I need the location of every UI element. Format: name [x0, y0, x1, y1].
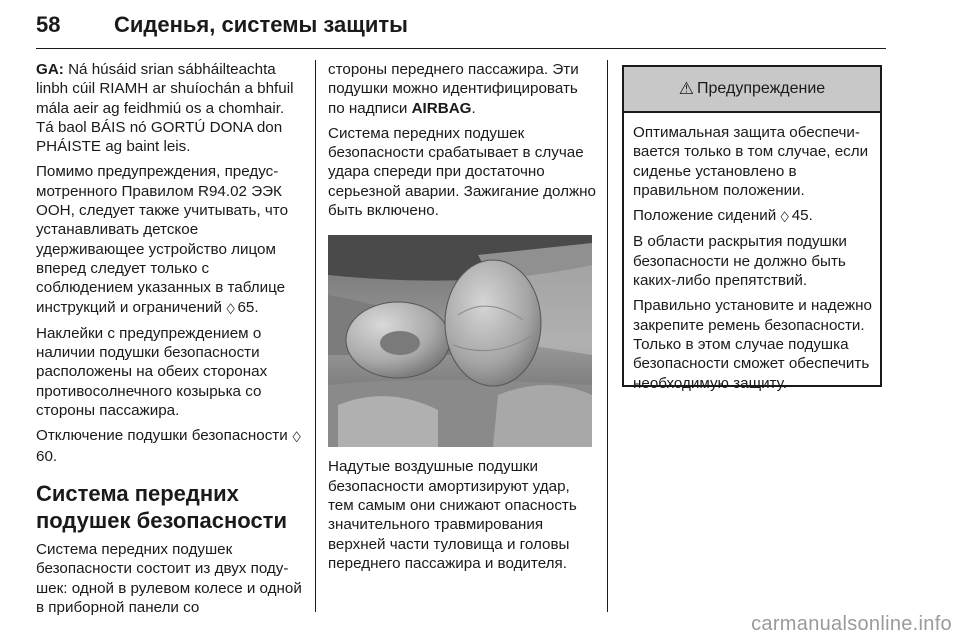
- paragraph-text: стороны переднего пассажира. Эти подушки можно идентифицировать по надписи: [328, 61, 579, 117]
- page-header: [36, 8, 886, 49]
- warning-body: [624, 113, 880, 393]
- page-reference[interactable]: 65.: [237, 298, 259, 316]
- paragraph-text: .: [471, 99, 476, 117]
- page-title: Сиденья, системы защиты: [114, 12, 408, 37]
- page-reference-icon: ◇: [780, 207, 790, 225]
- paragraph-deactivation: [36, 426, 304, 466]
- paragraph-stickers: Наклейки с предупреждением о наличии подушки безопасности расположены на обеих сторонах противосолнечного козырька со стороны пассажира.: [36, 324, 268, 420]
- text-column-middle: [328, 60, 596, 579]
- airbag-illustration: [328, 235, 592, 447]
- paragraph-irish: [36, 60, 304, 156]
- warning-header: [624, 67, 880, 113]
- figure-caption: Надутые воздушные подушки безопасности амортизируют удар, тем самым они снижают опасность значительного травмирования верхней части туловища и головы переднего пассажира и водителя.: [328, 458, 577, 572]
- page-reference-icon: ◇: [226, 299, 235, 316]
- warning-paragraph: Оптимальная защита обеспечивается только в том случае, если сиденье установлено в правильном положении.: [633, 124, 869, 199]
- section-heading: Система передних подушек безопасности: [36, 480, 287, 533]
- warning-paragraph: Правильно установите и надежно закрепите ремень безопасности. Только в этом случае подушка безопасности сможет обеспечить необходимую защиту.: [633, 297, 872, 392]
- column-divider: [607, 60, 608, 612]
- paragraph-trigger: Система передних подушек безопасности срабатывает в случае удара спереди при достаточно серьезной аварии. Зажигание должно быть включено.: [328, 124, 596, 220]
- warning-triangle-icon: ⚠: [678, 79, 695, 98]
- warning-box: [622, 65, 882, 392]
- paragraph-text: Ná húsáid srian sábháilteachta linbh cúil RIAMH ar shuíochán a bhfuil mála aeir ag feidhmiú os a chomhair. Tá baol BÁIS nó GORTÚ DONA don PHÁISTE ag baint leis.: [36, 61, 294, 156]
- page-reference[interactable]: 45.: [791, 207, 813, 225]
- warning-paragraph: В области раскрытия подушки безопасности не должно быть каких-либо препятствий.: [633, 233, 847, 290]
- paragraph-r94: [36, 162, 304, 317]
- language-label: GA:: [36, 61, 64, 78]
- page-reference[interactable]: 60.: [36, 447, 58, 465]
- warning-paragraph: [633, 206, 872, 226]
- text-column-left: [36, 60, 304, 623]
- paragraph-text: Помимо предупреждения, предусмотренного Правилом R94.02 ЭЭК ООН, следует также учитывать, что устанавливать детское удерживающее устройство лицом вперед следует только с соблюдением указанных в таблице инструкций и ограничений: [36, 163, 289, 316]
- warning-title: Предупреждение: [697, 80, 826, 97]
- page-number: 58: [36, 12, 61, 37]
- paragraph-text: Отключение подушки безопасности: [36, 427, 292, 445]
- paragraph-text: Положение сидений: [633, 207, 781, 225]
- paragraph-identify: [328, 60, 596, 118]
- page-reference-icon: ◇: [292, 427, 301, 445]
- airbag-label: AIRBAG: [411, 99, 472, 117]
- watermark: carmanualsonline.info: [751, 613, 952, 635]
- column-divider: [315, 60, 316, 612]
- paragraph-system: Система передних подушек безопасности состоит из двух подушек: одной в рулевом колесе и одной в приборной панели со: [36, 540, 302, 616]
